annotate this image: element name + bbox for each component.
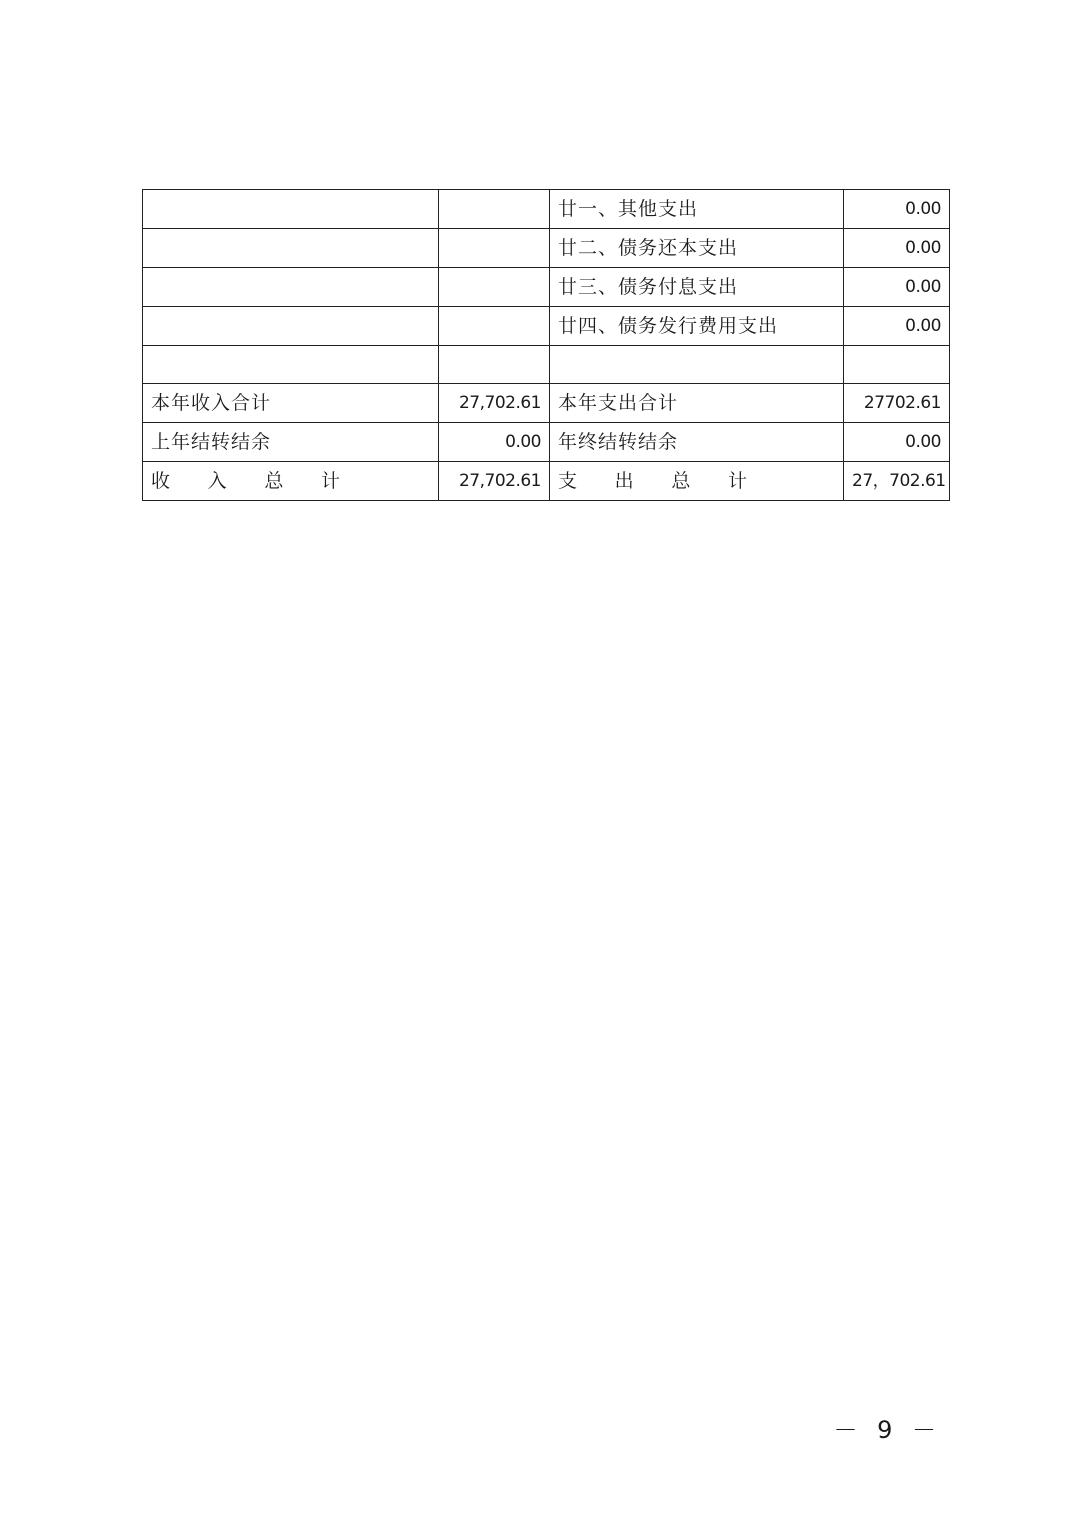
income-amount-cell (439, 268, 550, 307)
income-item-cell (143, 229, 439, 268)
expense-amount-cell: 0.00 (844, 229, 950, 268)
income-amount-cell (439, 307, 550, 346)
expense-total-char: 总 (671, 470, 692, 492)
expense-item-cell: 本年支出合计 (550, 384, 844, 423)
expense-item-cell: 廿四、债务发行费用支出 (550, 307, 844, 346)
income-item-cell (143, 190, 439, 229)
page-number: － 9 － (833, 1416, 942, 1444)
table-row (143, 190, 950, 229)
table-row (143, 268, 950, 307)
expense-total-label (550, 462, 844, 501)
expense-item-cell: 廿三、债务付息支出 (550, 268, 844, 307)
income-total-char: 入 (207, 470, 228, 492)
income-amount-cell (439, 346, 550, 384)
expense-total-char: 支 (558, 470, 579, 492)
income-item-cell: 上年结转结余 (143, 423, 439, 462)
expense-amount-cell (844, 346, 950, 384)
total-row (143, 462, 950, 501)
income-item-cell (143, 346, 439, 384)
expense-total-char: 出 (614, 470, 635, 492)
expense-item-cell: 年终结转结余 (550, 423, 844, 462)
income-amount-cell (439, 190, 550, 229)
table-row (143, 423, 950, 462)
income-amount-cell: 0.00 (439, 423, 550, 462)
income-amount-cell: 27,702.61 (439, 384, 550, 423)
expense-amount-cell: 0.00 (844, 268, 950, 307)
income-item-cell (143, 268, 439, 307)
expense-item-cell: 廿一、其他支出 (550, 190, 844, 229)
expense-total-amount: 27，702.61 (844, 462, 950, 501)
income-total-char: 计 (320, 470, 341, 492)
table-row (143, 229, 950, 268)
expense-amount-cell: 0.00 (844, 423, 950, 462)
income-total-label (143, 462, 439, 501)
table-row (143, 307, 950, 346)
table-row (143, 384, 950, 423)
expense-total-char: 计 (727, 470, 748, 492)
income-total-amount: 27,702.61 (439, 462, 550, 501)
expense-item-cell (550, 346, 844, 384)
income-amount-cell (439, 229, 550, 268)
table-row (143, 346, 950, 384)
income-item-cell (143, 307, 439, 346)
expense-amount-cell: 0.00 (844, 307, 950, 346)
income-total-char: 总 (264, 470, 285, 492)
budget-table (142, 189, 950, 501)
expense-amount-cell: 27702.61 (844, 384, 950, 423)
income-item-cell: 本年收入合计 (143, 384, 439, 423)
expense-amount-cell: 0.00 (844, 190, 950, 229)
income-total-char: 收 (151, 470, 172, 492)
expense-item-cell: 廿二、债务还本支出 (550, 229, 844, 268)
